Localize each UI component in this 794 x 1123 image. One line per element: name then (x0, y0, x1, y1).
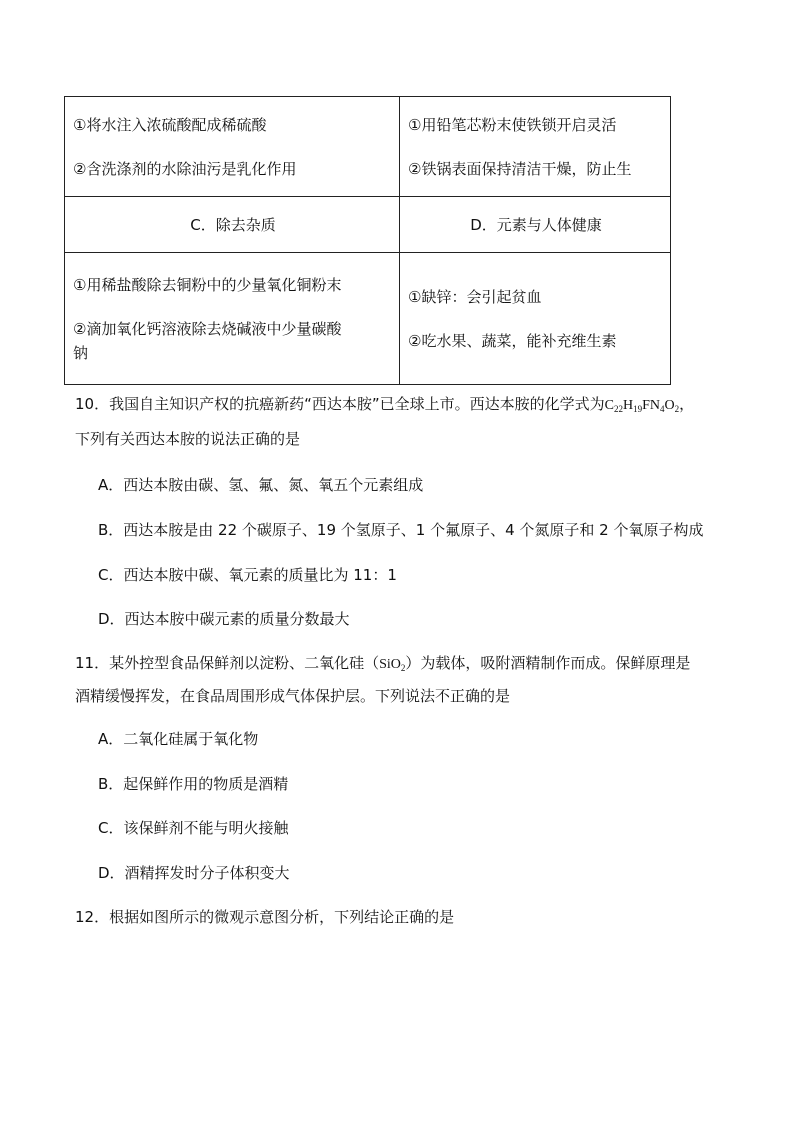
table-cell (400, 253, 671, 385)
table-cell (65, 97, 400, 197)
cell-text: ②铁锅表面保持清洁干燥，防止生 (408, 159, 632, 178)
option-c: C．西达本胺中碳、氧元素的质量比为 11：1 (98, 566, 397, 584)
table-row (65, 97, 671, 197)
option-a: A．西达本胺由碳、氢、氟、氮、氧五个元素组成 (98, 476, 424, 494)
cell-text: ②吃水果、蔬菜，能补充维生素 (408, 331, 617, 350)
chemical-formula: SiO$_2$ (379, 657, 406, 673)
cell-text: ②滴加氧化钙溶液除去烧碱液中少量碳酸 (73, 319, 342, 338)
question-stem: 12．根据如图所示的微观示意图分析，下列结论正确的是 (75, 908, 455, 926)
cell-text: ①将水注入浓硫酸配成稀硫酸 (73, 115, 267, 134)
question-stem: 11．某外控型食品保鲜剂以淀粉、二氧化硅（SiO$_2$）为载体，吸附酒精制作而成。保鲜原理是 (75, 654, 691, 673)
table-header-cell: C．除去杂质 (65, 197, 400, 253)
table-cell (65, 253, 400, 385)
question-stem: 酒精缓慢挥发，在食品周围形成气体保护层。下列说法不正确的是 (75, 687, 511, 705)
option-b: B．起保鲜作用的物质是酒精 (98, 775, 289, 793)
table-row (65, 197, 671, 253)
cell-text: ①用铅笔芯粉末使铁锁开启灵活 (408, 115, 617, 134)
table-header-cell: D．元素与人体健康 (400, 197, 671, 253)
answer-table (64, 96, 671, 385)
option-b: B．西达本胺是由 22 个碳原子、19 个氢原子、1 个氟原子、4 个氮原子和 2 个氧原子构成 (98, 521, 704, 539)
option-d: D．酒精挥发时分子体积变大 (98, 864, 290, 882)
option-a: A．二氧化硅属于氧化物 (98, 730, 259, 748)
chemical-formula: $C_{22}H_{19}FN_4O_2$ (604, 398, 680, 414)
cell-text: ①用稀盐酸除去铜粉中的少量氧化铜粉末 (73, 275, 342, 294)
cell-text: 钠 (73, 343, 89, 362)
question-stem: 10．我国自主知识产权的抗癌新药“西达本胺”已全球上市。西达本胺的化学式为$C_{22}H_{19}FN_4O_2$， (75, 395, 695, 414)
cell-text: ②含洗涤剂的水除油污是乳化作用 (73, 159, 297, 178)
cell-text: ①缺锌：会引起贫血 (408, 287, 542, 306)
option-c: C．该保鲜剂不能与明火接触 (98, 819, 289, 837)
table-cell (400, 97, 671, 197)
stem-text: 10．我国自主知识产权的抗癌新药“西达本胺”已全球上市。西达本胺的化学式为 (75, 395, 605, 413)
question-stem: 下列有关西达本胺的说法正确的是 (75, 430, 301, 448)
option-d: D．西达本胺中碳元素的质量分数最大 (98, 610, 350, 628)
table-row (65, 253, 671, 385)
